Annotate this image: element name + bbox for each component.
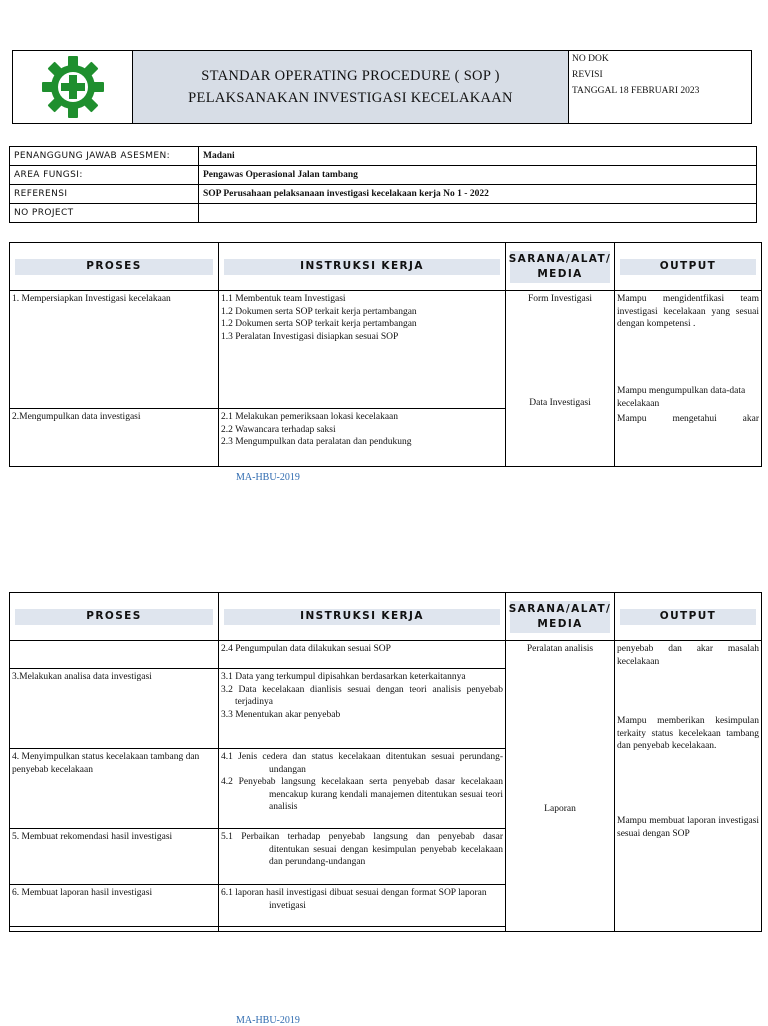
output-item: Mampu memberikan kesimpulan terkaity status kecelekaan tambang dan penyebab kecelakaan. [617, 716, 759, 751]
sarana-cell [506, 641, 615, 932]
instruction-item: 3.2 Data kecelakaan dianlisis sesuai dengan teori analisis penyebab terjadinya [221, 684, 503, 707]
instruksi-cell [219, 669, 506, 749]
info-row [10, 147, 757, 166]
info-row [10, 166, 757, 185]
table-header-row [10, 593, 762, 641]
instruksi-cell [219, 885, 506, 927]
instruksi-cell [219, 749, 506, 829]
col-header-instruksi: INSTRUKSI KERJA [219, 243, 506, 291]
instruction-item: 3.1 Data yang terkumpul dipisahkan berdasarkan keterkaitannya [221, 672, 466, 682]
footer-code: MA-HBU-2019 [236, 472, 300, 483]
procedure-table-1 [9, 242, 762, 467]
instruction-item: 1.3 Peralatan Investigasi disiapkan sesuai SOP [221, 331, 399, 342]
sarana-item: Peralatan analisis [526, 644, 594, 654]
output-item: Mampu mengidentfikasi team investigasi kecelakaan yang sesuai dengan kompetensi . [617, 294, 759, 329]
sarana-item: Laporan [544, 804, 576, 814]
instruction-item: 1.2 Dokumen serta SOP terkait kerja pertambangan [221, 319, 417, 329]
info-label: REFERENSI [10, 185, 199, 204]
output-cell [615, 641, 762, 932]
instruksi-cell [219, 829, 506, 885]
logo-cell [13, 51, 133, 124]
proses-cell: 3.Melakukan analisa data investigasi [10, 669, 219, 749]
instruksi-cell: 2.4 Pengumpulan data dilakukan sesuai SOP [219, 641, 506, 669]
info-value: Pengawas Operasional Jalan tambang [199, 166, 757, 185]
col-header-proses: PROSES [10, 243, 219, 291]
output-item: penyebab dan akar masalah kecelakaan [617, 644, 759, 667]
instruction-item: 4.1 Jenis cedera dan status kecelakaan ditentukan sesuai perundang-undangan [221, 752, 503, 775]
info-value [199, 204, 757, 223]
output-cell [615, 291, 762, 467]
instruksi-cell [219, 291, 506, 409]
proses-cell [10, 641, 219, 669]
k3-safety-logo-icon [40, 54, 106, 120]
sarana-item: Data Investigasi [529, 398, 591, 408]
col-header-output: OUTPUT [615, 593, 762, 641]
instruction-item: 1.1 Membentuk team Investigasi [221, 294, 346, 304]
proses-cell: 2.Mengumpulkan data investigasi [10, 409, 219, 467]
instruksi-cell [219, 927, 506, 932]
table-row [10, 291, 762, 409]
col-header-proses: PROSES [10, 593, 219, 641]
col-header-output: OUTPUT [615, 243, 762, 291]
sarana-item: Form Investigasi [527, 294, 593, 304]
instruction-item: 1.2 Dokumen serta SOP terkait kerja pertambangan [221, 306, 417, 317]
instruksi-cell [219, 409, 506, 467]
title-cell [133, 51, 569, 124]
proses-cell: 5. Membuat rekomendasi hasil investigasi [10, 829, 219, 885]
sop-header [12, 50, 752, 124]
col-header-sarana: SARANA/ALAT/ MEDIA [506, 243, 615, 291]
instruction-item: 2.2 Wawancara terhadap saksi [221, 424, 336, 435]
doc-meta [569, 51, 752, 124]
info-row [10, 204, 757, 223]
info-label: AREA FUNGSI: [10, 166, 199, 185]
info-row [10, 185, 757, 204]
tanggal-label: TANGGAL 18 FEBRUARI 2023 [572, 86, 700, 96]
doc-title-line2: PELAKSANAKAN INVESTIGASI KECELAKAAN [188, 90, 513, 106]
info-table [9, 146, 757, 223]
info-value: SOP Perusahaan pelaksanaan investigasi kecelakaan kerja No 1 - 2022 [199, 185, 757, 204]
info-label: NO PROJECT [10, 204, 199, 223]
instruction-item: 3.3 Menentukan akar penyebab [221, 709, 341, 720]
instruction-item: 5.1 Perbaikan terhadap penyebab langsung dan penyebab dasar ditentukan sesuai dengan kesimpulan penyebab kecelakaan dan perundang-undangan [221, 832, 503, 867]
info-label: PENANGGUNG JAWAB ASESMEN: [10, 147, 199, 166]
instruction-item: 4.2 Penyebab langsung kecelakaan serta penyebab dasar kecelakaan mencakup kurang kendali manajemen ditentukan sesuai teori analisis [221, 777, 503, 812]
col-header-sarana: SARANA/ALAT/ MEDIA [506, 593, 615, 641]
col-header-instruksi: INSTRUKSI KERJA [219, 593, 506, 641]
instruction-item: 2.1 Melakukan pemeriksaan lokasi kecelakaan [221, 412, 398, 422]
proses-cell: 6. Membuat laporan hasil investigasi [10, 885, 219, 927]
proses-cell: 1. Mempersiapkan Investigasi kecelakaan [10, 291, 219, 409]
output-item: Mampu mengumpulkan data-data kecelakaan [617, 386, 746, 409]
output-item: Mampu membuat laporan investigasi sesuai dengan SOP [617, 816, 759, 839]
doc-title-line1: STANDAR OPERATING PROCEDURE ( SOP ) [201, 68, 500, 84]
instruction-item: 2.3 Mengumpulkan data peralatan dan pendukung [221, 437, 412, 447]
no-dok-label: NO DOK [572, 54, 609, 64]
table-row [10, 641, 762, 669]
instruction-item: 6.1 laporan hasil investigasi dibuat sesuai dengan format SOP laporan invetigasi [221, 888, 487, 911]
info-value: Madani [199, 147, 757, 166]
procedure-table-2 [9, 592, 762, 932]
table-header-row [10, 243, 762, 291]
output-item: Mampu mengetahui akar [617, 414, 759, 424]
revisi-label: REVISI [572, 70, 603, 80]
proses-cell: 4. Menyimpulkan status kecelakaan tambang dan penyebab kecelakaan [10, 749, 219, 829]
proses-cell [10, 927, 219, 932]
footer-code: MA-HBU-2019 [236, 1015, 300, 1026]
sarana-cell [506, 291, 615, 467]
